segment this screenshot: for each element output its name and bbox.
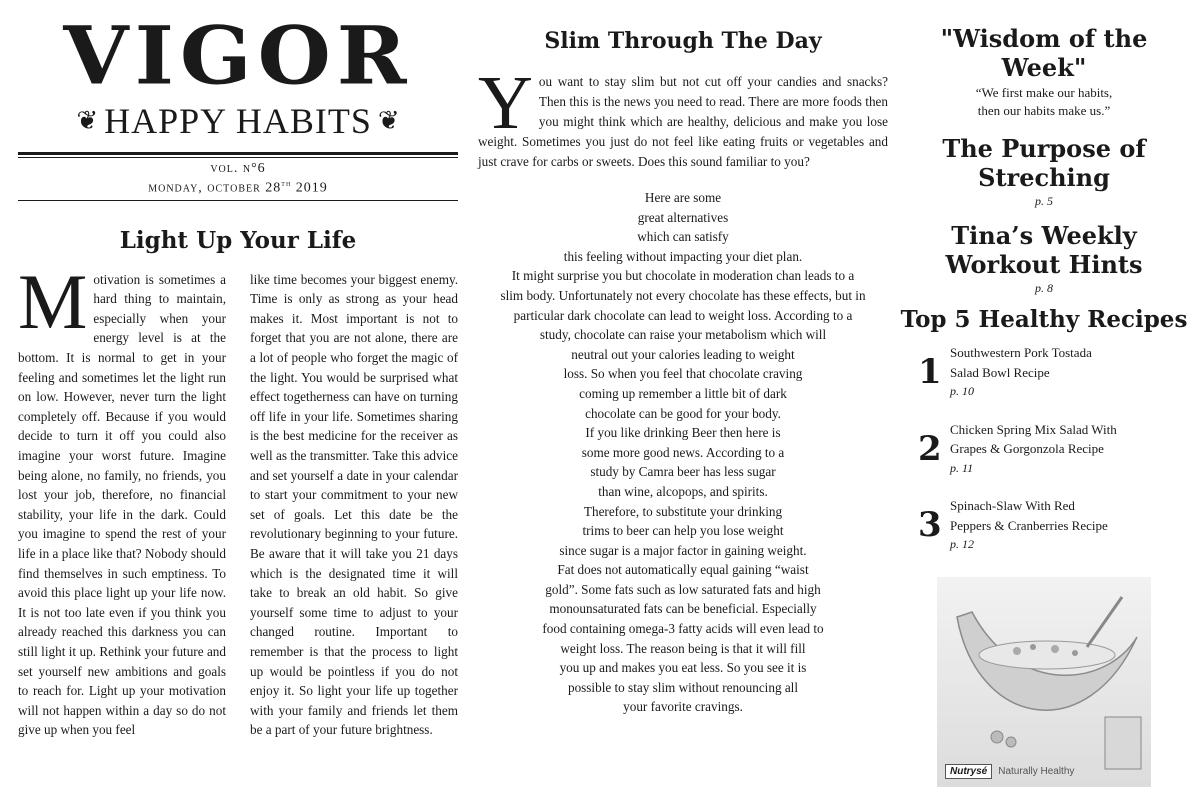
shaped-text-line: Therefore, to substitute your drinking	[583, 503, 783, 519]
masthead-subtitle-row	[18, 100, 458, 142]
wisdom-quote-line2: then our habits make us.”	[977, 103, 1111, 118]
masthead-rule-thin	[18, 157, 458, 158]
recipe-page: p. 11	[950, 460, 974, 475]
recipe-line1: Spinach-Slaw With Red	[950, 498, 1075, 513]
recipe-page: p. 10	[950, 384, 974, 398]
dateline-sup: th	[281, 178, 292, 188]
shaped-text-line: neutral out your calories leading to weight	[571, 346, 795, 362]
feature-workout-title-line1: Tina’s Weekly	[951, 221, 1137, 250]
article-mid-shaped-body	[478, 188, 888, 717]
volume-label: vol. n°6	[210, 161, 266, 176]
feature-workout-title-line2: Workout Hints	[945, 250, 1143, 279]
article-left-title: Light Up Your Life	[119, 226, 357, 254]
shaped-text-line: coming up remember a little bit of dark	[579, 385, 787, 401]
shaped-text-line: loss. So when you feel that chocolate craving	[563, 366, 803, 382]
shaped-text-line: slim body. Unfortunately not every chocolate has these effects, but in	[500, 287, 866, 303]
shaped-text-line: study, chocolate can raise your metabolism which will	[539, 327, 827, 343]
article-mid-intro-text: ou want to stay slim but not cut off your candies and snacks? Then this is the news you need to read. There are more foods then you might think which are healthy, delicious and make you lose weight. Sometimes you just do not feel like eating fruits or vegetables and just crave for carbs or sweets. Does this sound familiar to you?	[478, 74, 888, 169]
shaped-text-line: Here are some	[644, 190, 722, 205]
left-column	[18, 0, 458, 740]
recipe-item[interactable]	[918, 343, 1190, 402]
shaped-text-line: study by Camra beer has less sugar	[590, 464, 776, 480]
feature-stretching-title	[898, 134, 1190, 192]
article-mid-intro	[478, 61, 888, 172]
wisdom-quote-line1: “We first make our habits,	[975, 85, 1113, 100]
recipe-number: 1	[918, 352, 942, 393]
shaped-text-line: weight loss. The reason being is that it will fill	[560, 640, 806, 656]
ad-tagline: Naturally Healthy	[998, 765, 1075, 777]
shaped-text-line: you up and makes you eat less. So you see it is	[559, 660, 807, 676]
shaped-text-line: since sugar is a major factor in gaining weight.	[559, 542, 807, 558]
shaped-text-line: some more good news. According to a	[581, 444, 785, 460]
article-mid-dropcap: Y	[478, 61, 533, 145]
feature-stretching[interactable]	[898, 134, 1190, 209]
recipe-page: p. 12	[950, 537, 974, 551]
ornament-right-icon: ❦	[377, 106, 400, 135]
masthead-rule	[18, 152, 458, 155]
masthead-title: VIGOR	[63, 8, 413, 103]
article-left-col1	[18, 257, 226, 740]
recipe-item[interactable]	[918, 496, 1190, 555]
shaped-text-line: particular dark chocolate can lead to weight loss. According to a	[513, 307, 853, 323]
wisdom-title: "Wisdom of the Week"	[940, 24, 1148, 82]
shaped-text-line: food containing omega-3 fatty acids will even lead to	[542, 621, 824, 637]
shaped-text-line: your favorite cravings.	[623, 699, 743, 715]
article-left-body	[18, 257, 458, 740]
dateline	[18, 178, 458, 201]
shaped-text-line: It might surprise you but chocolate in moderation chan leads to a	[511, 268, 855, 284]
article-left-col2: like time becomes your biggest enemy. Time is only as strong as your head makes it. Most important is not to forget that you are not alone, there are a lot of people who forget the magic of the light. You would be surprised what effect togetherness can have on turning off life in your life. Sometimes sharing is the best medicine for the receiver as well as the transmitter. Take this advice and set yourself a date in your calendar to start your commitment to your new set of goals. Let this date be the revolutionary beginning to your future. Be aware that it will take you 21 days which is the designated time it will take to break an old habit. So give yourself some time to adjust to your changed routine. Important to remember is that the process to light up would be pointless if you do not enjoy it. So light your life up together with your family and friends let them be a part of your future brightness.	[250, 271, 458, 738]
recipe-line1: Southwestern Pork Tostada	[950, 345, 1092, 360]
recipe-number: 3	[918, 505, 942, 546]
feature-stretching-title-line1: The Purpose of	[942, 134, 1146, 163]
ad-logo: Nutrysé	[945, 764, 992, 779]
feature-workout-title	[898, 221, 1190, 279]
shaped-text-line: this feeling without impacting your diet plan.	[563, 248, 803, 264]
feature-stretching-title-line2: Streching	[978, 163, 1110, 192]
right-column	[898, 0, 1190, 787]
article-left-col1-text: otivation is sometimes a hard thing to maintain, especially when your energy level is at the bottom. It is normal to get in your feeling and sometimes let the light run on low. However, never turn the light completely off. Because if you would decide to turn it off you could also imagine your worst future. Imagine being alone, no family, no friends, you lost your job, therefore, no financial stability, your life in the dark. Could you imagine to spend the rest of your life in a place like that? Nobody should find themselves in such emptiness. To avoid this place light up your life now. It is not too late even if you think you already reached this darkness you can still light it up. Rethink your future and set yourself new ambitions and goals to reach for. Light up your motivation will not happen within a day so do not give up when you feel	[18, 271, 226, 738]
feature-workout-page: p. 8	[1035, 281, 1053, 295]
article-left-dropcap: M	[18, 257, 88, 345]
dateline-year: 2019	[291, 180, 328, 196]
ad-footer	[945, 764, 1074, 779]
recipe-line2: Salad Bowl Recipe	[950, 364, 1050, 380]
recipes-title: Top 5 Healthy Recipes	[900, 306, 1188, 333]
shaped-text-line: than wine, alcopops, and spirits.	[598, 483, 768, 499]
wisdom-quote	[898, 84, 1190, 120]
shaped-text-line: which can satisfy	[637, 229, 729, 245]
article-mid-title: Slim Through The Day	[544, 28, 822, 54]
recipe-body	[950, 420, 1117, 479]
dateline-main: monday, october 28	[148, 180, 282, 196]
ornament-left-icon: ❦	[76, 106, 99, 135]
shaped-text-line: trims to beer can help you lose weight	[582, 523, 784, 539]
shaped-text-line: great alternatives	[637, 209, 729, 225]
shaped-text-line: Fat does not automatically equal gaining “waist	[557, 562, 809, 578]
advertisement-banana-cereal[interactable]	[937, 577, 1151, 787]
shaped-text-line: chocolate can be good for your body.	[585, 405, 781, 421]
feature-stretching-page: p. 5	[1035, 194, 1053, 208]
shaped-text-line: monounsaturated fats can be beneficial. Especially	[549, 601, 817, 617]
recipe-body	[950, 496, 1108, 555]
shaped-text-line: possible to stay slim without renouncing all	[567, 679, 799, 695]
feature-workout-hints[interactable]	[898, 221, 1190, 296]
masthead-subtitle: HAPPY HABITS	[104, 101, 372, 141]
recipe-line2: Grapes & Gorgonzola Recipe	[950, 441, 1104, 456]
shaped-text-line: gold”. Some fats such as low saturated fats and high	[545, 581, 821, 597]
middle-column	[478, 0, 888, 717]
recipe-number: 2	[918, 428, 942, 469]
shaped-text-line: If you like drinking Beer then here is	[585, 425, 781, 441]
recipe-item[interactable]	[918, 420, 1190, 479]
recipe-body	[950, 343, 1092, 402]
recipe-line1: Chicken Spring Mix Salad With	[950, 421, 1117, 437]
banana-bowl-illustration	[937, 577, 1151, 787]
recipe-line2: Peppers & Cranberries Recipe	[950, 517, 1108, 533]
